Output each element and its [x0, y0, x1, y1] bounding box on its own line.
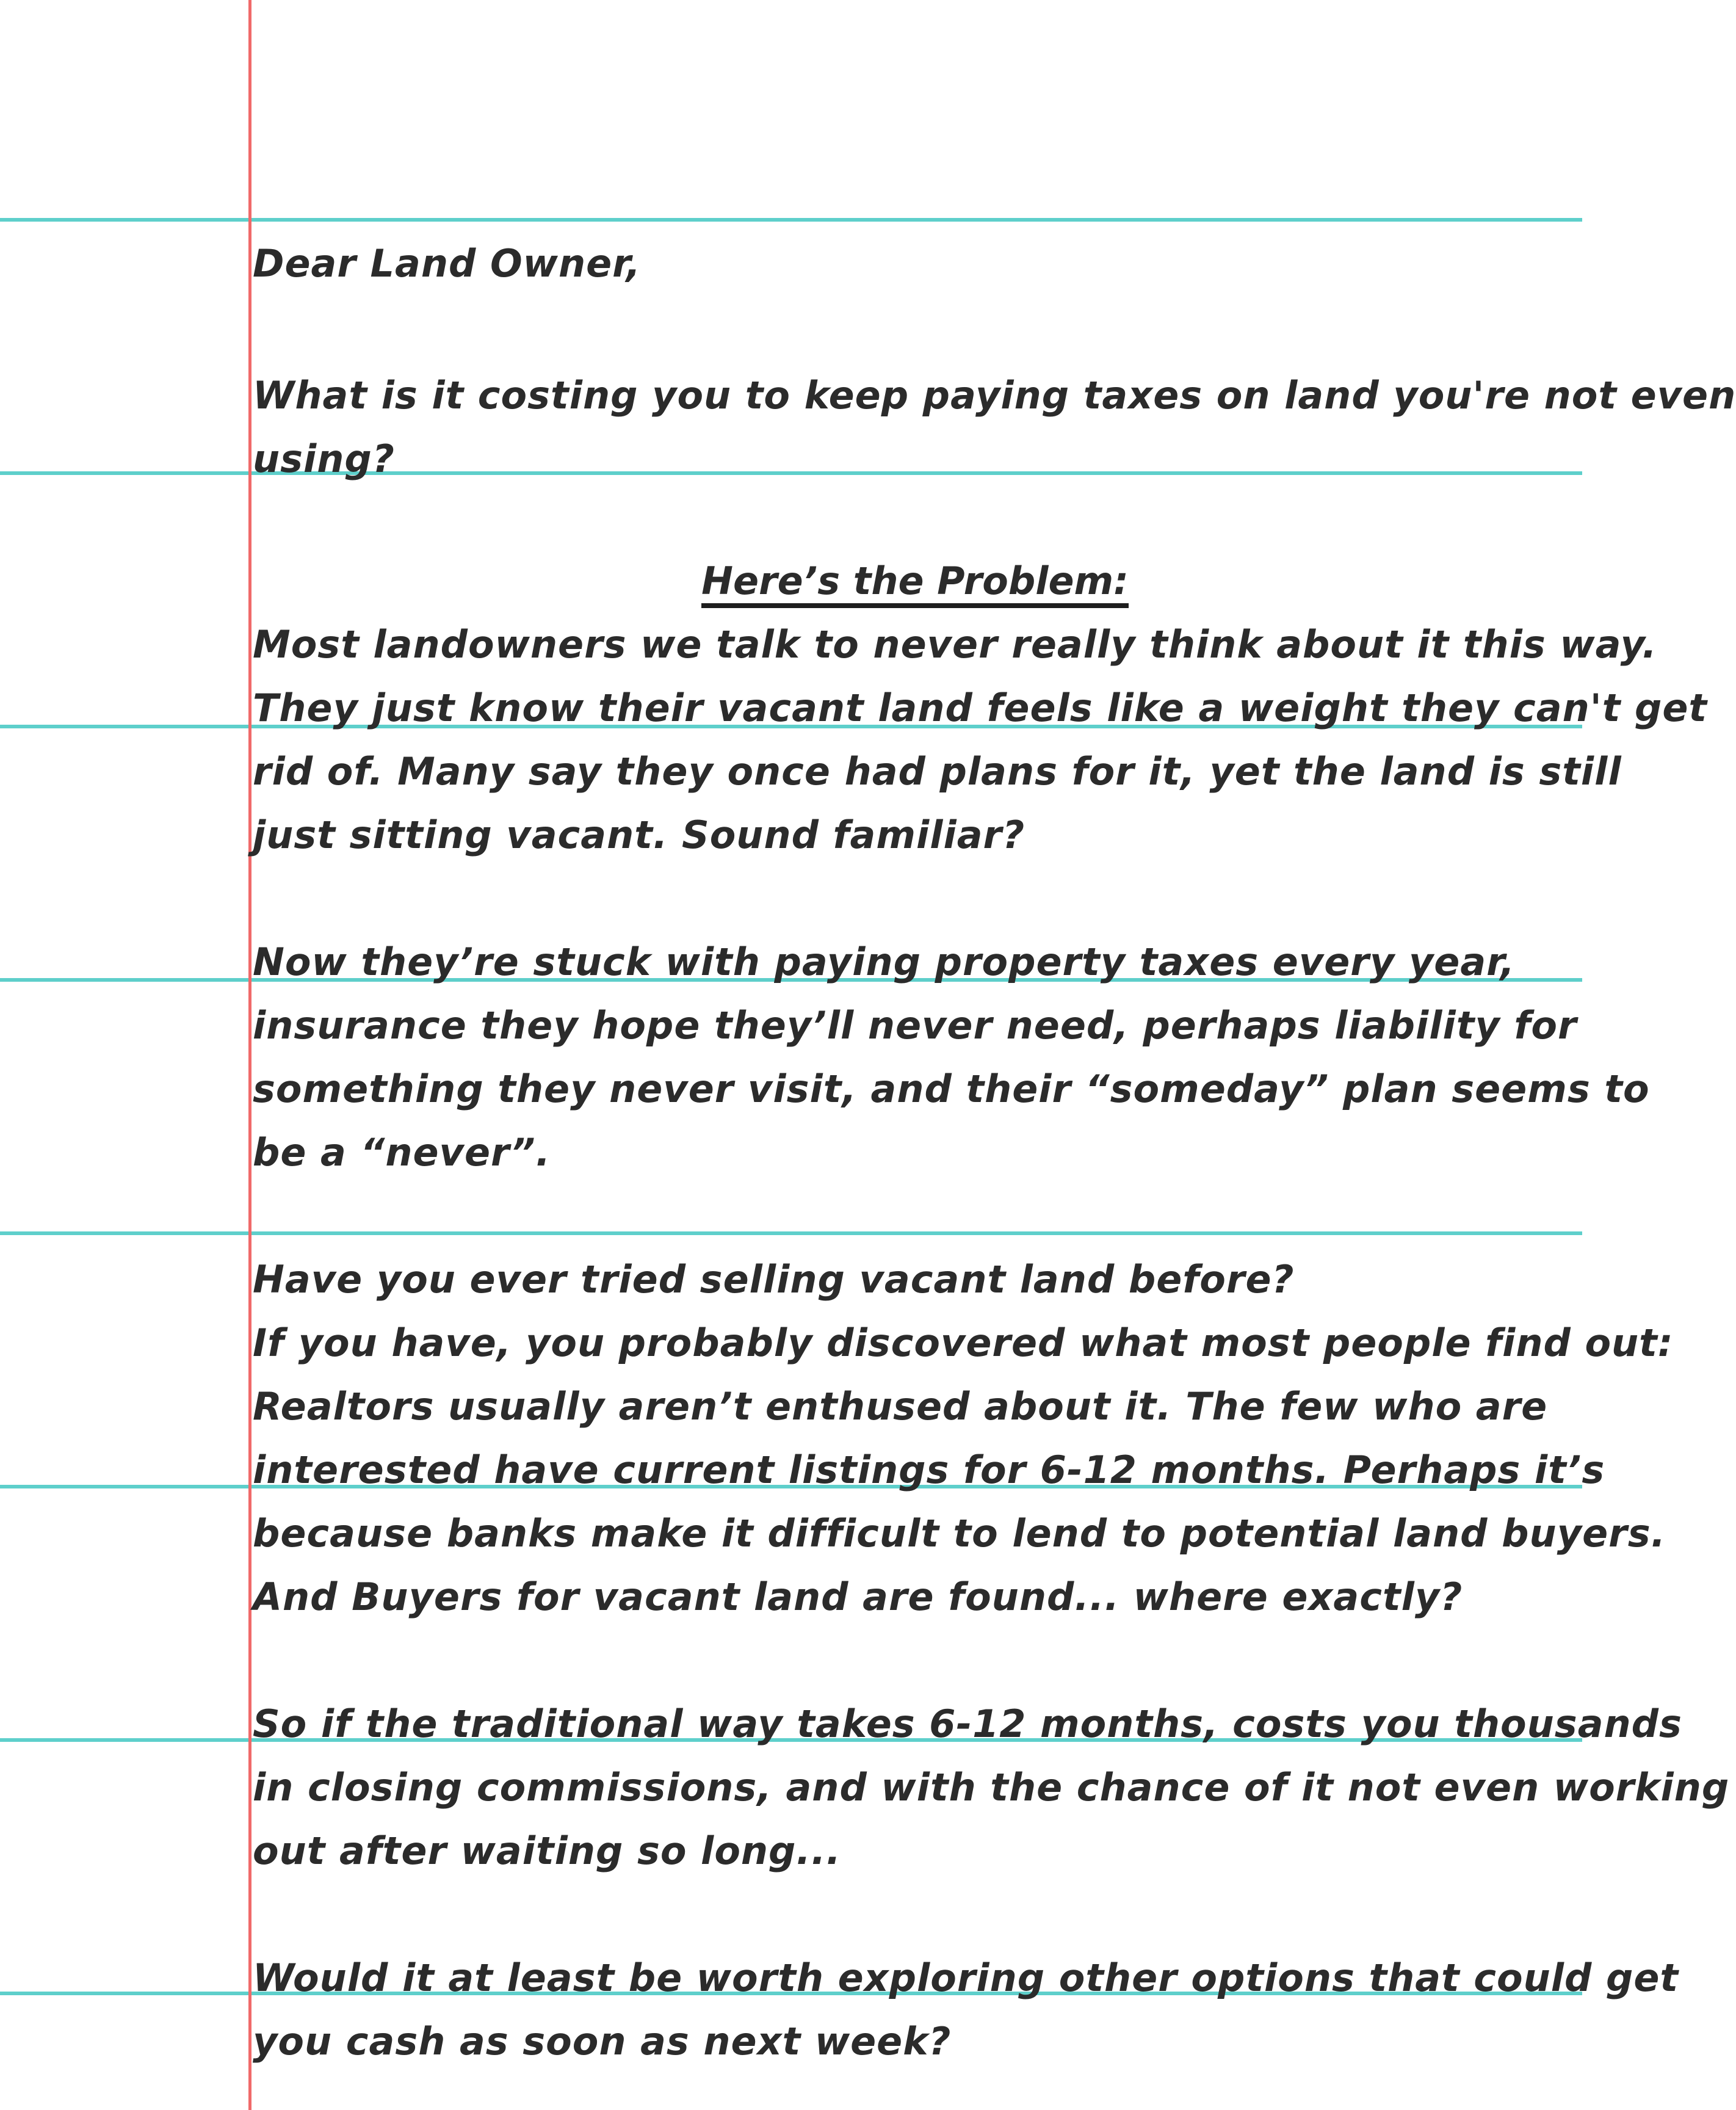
para2-line-2: insurance they hope they’ll never need, perhaps liability for — [253, 1003, 1577, 1048]
para1-line-1: Most landowners we talk to never really think about it this way. — [253, 622, 1657, 667]
para3-line-3: Realtors usually aren’t enthused about it. The few who are — [253, 1384, 1548, 1429]
para3-line-6: And Buyers for vacant land are found... where exactly? — [253, 1575, 1463, 1619]
para3-line-1: Have you ever tried selling vacant land before? — [253, 1257, 1295, 1302]
para3-line-5: because banks make it difficult to lend to potential land buyers. — [253, 1511, 1666, 1556]
para3-line-4: interested have current listings for 6-12 months. Perhaps it’s — [253, 1448, 1605, 1492]
section-heading — [253, 549, 1577, 613]
para1-line-2: They just know their vacant land feels like a weight they can't get — [253, 686, 1708, 730]
para1-line-3: rid of. Many say they once had plans for it, yet the land is still — [253, 749, 1622, 794]
para2-line-4: be a “never”. — [253, 1130, 551, 1175]
question-line-1: What is it costing you to keep paying taxes on land you're not even — [253, 373, 1736, 418]
para2-line-3: something they never visit, and their “someday” plan seems to — [253, 1067, 1650, 1111]
para4-line-1: So if the traditional way takes 6-12 months, costs you thousands — [253, 1702, 1682, 1746]
para2-line-1: Now they’re stuck with paying property taxes every year, — [253, 940, 1516, 984]
para4-line-2: in closing commissions, and with the chance of it not even working — [253, 1765, 1730, 1810]
margin-line — [248, 0, 251, 2110]
question-line-2: using? — [253, 437, 395, 481]
section-heading-text: Here’s the Problem: — [701, 559, 1129, 608]
para4-line-3: out after waiting so long... — [253, 1829, 842, 1873]
para5-line-1: Would it at least be worth exploring other options that could get — [253, 1956, 1679, 2000]
para1-line-4: just sitting vacant. Sound familiar? — [253, 813, 1025, 857]
salutation: Dear Land Owner, — [253, 241, 642, 286]
para5-line-2: you cash as soon as next week? — [253, 2019, 952, 2064]
para3-line-2: If you have, you probably discovered what most people find out: — [253, 1321, 1674, 1365]
